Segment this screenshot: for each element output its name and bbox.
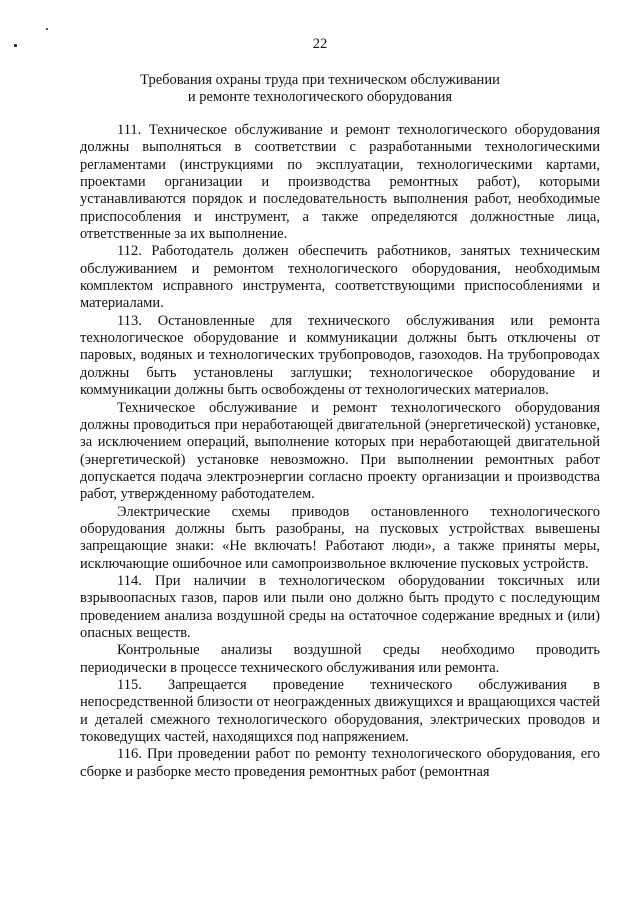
paragraph-114-control: Контрольные анализы воздушной среды необходимо проводить периодически в процессе технического обслуживания или ремонта. — [80, 642, 600, 676]
paragraph-112: 112. Работодатель должен обеспечить работников, занятых техническим обслуживанием и ремонтом технологического оборудования, необходимым комплектом исправного инструмента, соответствующими приспособлениями и материалами. — [80, 243, 600, 312]
document-body — [80, 122, 600, 781]
paragraph-113-maintenance: Техническое обслуживание и ремонт технологического оборудования должны проводиться при неработающей двигательной (энергетической) установке, за исключением операций, выполнение которых при неработающей двигательной (энергетической) установке невозможно. При выполнении ремонтных работ допускается подача электроэнергии согласно проекту организации и производства работ, утвержденному работодателем. — [80, 399, 600, 503]
paragraph-111: 111. Техническое обслуживание и ремонт технологического оборудования должны выполняться в соответствии с разработанными технологическими регламентами (инструкциями по эксплуатации, технологическими картами, проектами организации и производства ремонтных работ), которыми устанавливаются порядок и последовательность выполнения работ, необходимые приспособления и инструмент, а также определяются должностные лица, ответственные за их выполнение. — [80, 122, 600, 243]
paragraph-115: 115. Запрещается проведение технического обслуживания в непосредственной близости от неогражденных движущихся и вращающихся частей и деталей смежного технологического оборудования, электрических проводов и токоведущих частей, находящихся под напряжением. — [80, 677, 600, 746]
section-heading-line: и ремонте технологического оборудования — [187, 89, 453, 105]
page-number: 22 — [312, 36, 328, 52]
paragraph-113: 113. Остановленные для технического обслуживания или ремонта технологическое оборудование и коммуникации должны быть отключены от паровых, водяных и технологических трубопроводов, газоходов. На трубопроводах должны быть установлены заглушки; технологическое оборудование и коммуникации должны быть освобождены от технологических материалов. — [80, 312, 600, 399]
paragraph-114: 114. При наличии в технологическом оборудовании токсичных или взрывоопасных газов, паров или пыли оно должно быть продуто с последующим проведением анализа воздушной среды на остаточное содержание вредных и (или) опасных веществ. — [80, 572, 600, 641]
paragraph-116: 116. При проведении работ по ремонту технологического оборудования, его сборке и разборке место проведения ремонтных работ (ремонтная — [80, 746, 600, 780]
paragraph-113-electrical: Электрические схемы приводов остановленного технологического оборудования должны быть разобраны, на пусковых устройствах вывешены запрещающие знаки: «Не включать! Работают люди», а также приняты меры, исключающие ошибочное или самопроизвольное включение пусковых устройств. — [80, 503, 600, 572]
section-heading — [80, 72, 560, 106]
section-heading-line: Требования охраны труда при техническом обслуживании — [140, 72, 500, 88]
scan-speck — [46, 28, 48, 30]
